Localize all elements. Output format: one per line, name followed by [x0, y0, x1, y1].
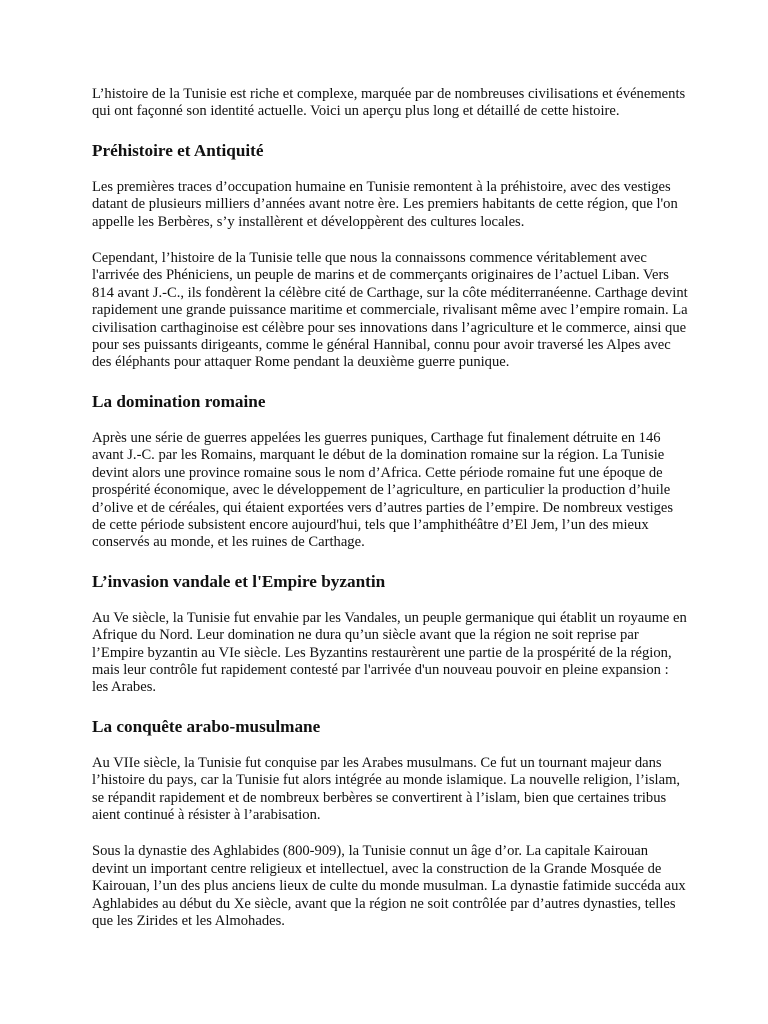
intro-paragraph: L’histoire de la Tunisie est riche et complexe, marquée par de nombreuses civilisations et événements qui ont façonné son identité actuelle. Voici un aperçu plus long et détaillé de cette histoire.	[92, 86, 686, 120]
paragraph-prehistory-1: Les premières traces d’occupation humaine en Tunisie remontent à la préhistoire, avec des vestiges datant de plusieurs milliers d’années avant notre ère. Les premiers habitants de cette région, que l'on appelle les Berbères, s’y installèrent et développèrent des cultures locales.	[92, 178, 678, 230]
section-heading-arab-conquest: La conquête arabo-musulmane	[92, 716, 321, 736]
section-heading-prehistory: Préhistoire et Antiquité	[92, 140, 264, 160]
section-heading-vandal-byzantine: L’invasion vandale et l'Empire byzantin	[92, 571, 386, 591]
paragraph-arab-conquest-1: Au VIIe siècle, la Tunisie fut conquise par les Arabes musulmans. Ce fut un tournant majeur dans l’histoire du pays, car la Tunisie fut alors intégrée au monde islamique. La nouvelle religion, l’islam, se répandit rapidement et de nombreux berbères se convertirent à l’islam, bien que certaines tribus aient continué à résister à l’arabisation.	[92, 754, 681, 823]
paragraph-prehistory-2: Cependant, l’histoire de la Tunisie telle que nous la connaissons commence véritablement avec l'arrivée des Phéniciens, un peuple de marins et de commerçants originaires de l’actuel Liban. Vers 814 avant J.-C., ils fondèrent la célèbre cité de Carthage, sur la côte méditerranéenne. Carthage devint rapidement une grande puissance maritime et commerciale, rivalisant même avec l’empire romain. La civilisation carthaginoise est célèbre pour ses innovations dans l’agriculture et le commerce, ainsi que pour ses puissants dirigeants, comme le général Hannibal, connu pour avoir traversé les Alpes avec des éléphants pour attaquer Rome pendant la deuxième guerre punique.	[92, 250, 688, 371]
section-heading-roman: La domination romaine	[92, 391, 266, 411]
paragraph-vandal-byzantine: Au Ve siècle, la Tunisie fut envahie par les Vandales, un peuple germanique qui établit un royaume en Afrique du Nord. Leur domination ne dura qu’un siècle avant que la région ne soit reprise par l’Empire byzantin au VIe siècle. Les Byzantins restaurèrent une partie de la prospérité de la région, mais leur contrôle fut rapidement contesté par l'arrivée d'un nouveau pouvoir en pleine expansion : les Arabes.	[92, 609, 687, 696]
paragraph-roman: Après une série de guerres appelées les guerres puniques, Carthage fut finalement détruite en 146 avant J.-C. par les Romains, marquant le début de la domination romaine sur la région. La Tunisie devint alors une province romaine sous le nom d’Africa. Cette période romaine fut une époque de prospérité économique, avec le développement de l’agriculture, en particulier la production d’huile d’olive et de céréales, qui étaient exportées vers d’autres parties de l’empire. De nombreux vestiges de cette période subsistent encore aujourd'hui, tels que l’amphithéâtre d’El Jem, l’un des mieux conservés au monde, et les ruines de Carthage.	[92, 429, 674, 551]
paragraph-arab-conquest-2: Sous la dynastie des Aghlabides (800-909), la Tunisie connut un âge d’or. La capitale Kairouan devint un important centre religieux et intellectuel, avec la construction de la Grande Mosquée de Kairouan, l’un des plus anciens lieux de culte du monde musulman. La dynastie fatimide succéda aux Aghlabides au début du Xe siècle, avant que la région ne soit contrôlée par d’autres dynasties, telles que les Zirides et les Almohades.	[92, 843, 686, 929]
